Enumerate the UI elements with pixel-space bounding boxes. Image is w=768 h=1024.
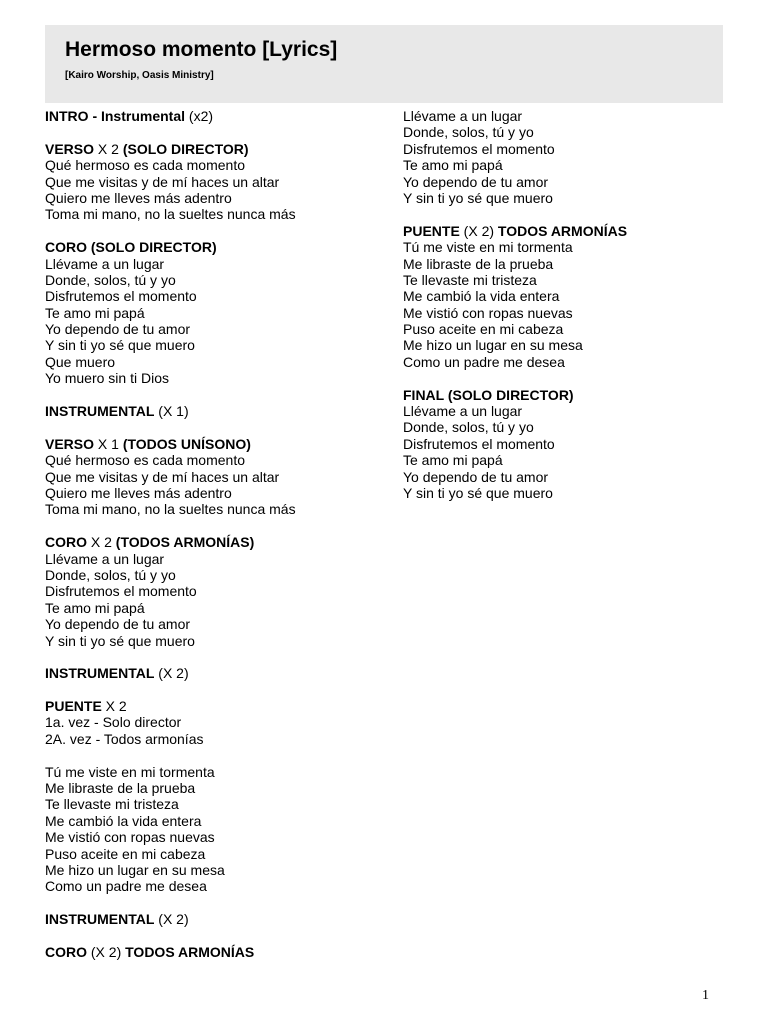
lyric-line: [403, 223, 743, 239]
lyric-text: (X 2): [459, 222, 498, 239]
lyric-line: [45, 174, 385, 190]
lyric-line: [45, 501, 385, 517]
lyric-text: Te amo mi papá: [403, 157, 503, 174]
section-label: VERSO: [45, 435, 95, 452]
lyric-text: X 2: [94, 140, 123, 157]
lyric-text: (X 1): [154, 403, 189, 420]
lyric-line: [45, 813, 385, 829]
lyric-text: (X 2): [154, 911, 189, 928]
lyric-text: Yo muero sin ti Dios: [45, 370, 169, 387]
lyric-line: [403, 108, 743, 124]
section-label: CORO (SOLO DIRECTOR): [45, 239, 217, 256]
lyric-text: Tú me viste en mi tormenta: [45, 763, 215, 780]
lyric-line: [45, 714, 385, 730]
page-title: Hermoso momento [Lyrics]: [65, 38, 338, 61]
lyric-line: [45, 878, 385, 894]
lyric-text: Llévame a un lugar: [45, 255, 165, 272]
lyric-line: [45, 305, 385, 321]
section-label: INSTRUMENTAL: [45, 911, 155, 928]
lyric-text: Llévame a un lugar: [403, 108, 523, 124]
lyric-line: [45, 665, 385, 681]
lyric-text: Te llevaste mi tristeza: [45, 796, 179, 813]
lyric-line: [45, 239, 385, 255]
lyric-text: Yo dependo de tu amor: [45, 616, 191, 633]
lyrics-column-right: [403, 108, 743, 518]
lyric-section: [403, 108, 743, 206]
lyric-line: [45, 583, 385, 599]
lyric-text: Me libraste de la prueba: [45, 780, 196, 797]
lyric-line: [45, 436, 385, 452]
lyric-text: Donde, solos, tú y yo: [403, 124, 534, 141]
lyric-section: [403, 387, 743, 502]
section-label: INTRO - Instrumental: [45, 108, 186, 124]
lyric-text: Y sin ti yo sé que muero: [45, 337, 195, 354]
lyric-line: [45, 452, 385, 468]
lyric-text: Toma mi mano, no la sueltes nunca más: [45, 501, 296, 518]
lyric-line: [403, 305, 743, 321]
lyric-text: Que me visitas y de mí haces un altar: [45, 468, 280, 485]
lyric-text: Te amo mi papá: [45, 304, 145, 321]
lyric-text: Me hizo un lugar en su mesa: [45, 861, 225, 878]
lyric-text: Y sin ti yo sé que muero: [403, 189, 553, 206]
lyric-text: X 1: [94, 435, 123, 452]
lyric-line: [403, 321, 743, 337]
lyric-text: (X 2): [87, 943, 126, 960]
lyric-text: Como un padre me desea: [403, 353, 565, 370]
lyric-text: (X 2): [154, 665, 189, 682]
lyric-section: [45, 141, 385, 223]
lyric-text: Disfrutemos el momento: [403, 435, 555, 452]
lyric-text: Donde, solos, tú y yo: [403, 419, 534, 436]
lyric-line: [403, 403, 743, 419]
lyric-text: Y sin ti yo sé que muero: [403, 484, 553, 501]
lyric-section: [45, 403, 385, 419]
lyric-text: Me cambió la vida entera: [45, 812, 202, 829]
lyric-line: [403, 272, 743, 288]
lyric-text: Tú me viste en mi tormenta: [403, 239, 573, 256]
lyric-line: [45, 321, 385, 337]
lyric-text: Yo dependo de tu amor: [403, 468, 549, 485]
section-label: CORO: [45, 534, 87, 551]
lyric-text: Que me visitas y de mí haces un altar: [45, 173, 280, 190]
lyric-line: [45, 403, 385, 419]
lyric-text: Me libraste de la prueba: [403, 255, 554, 272]
lyric-line: [45, 469, 385, 485]
lyric-line: [403, 141, 743, 157]
lyric-line: [45, 256, 385, 272]
lyric-section: [45, 944, 385, 960]
lyric-section: [45, 764, 385, 895]
lyric-text: Te amo mi papá: [45, 599, 145, 616]
lyric-line: [45, 764, 385, 780]
lyric-line: [45, 370, 385, 386]
lyric-section: [45, 239, 385, 387]
lyric-line: [403, 190, 743, 206]
lyric-line: [45, 862, 385, 878]
lyric-text: Llévame a un lugar: [45, 550, 165, 567]
lyric-section: [45, 698, 385, 747]
lyric-text: Me hizo un lugar en su mesa: [403, 337, 583, 354]
lyric-text: Disfrutemos el momento: [45, 288, 197, 305]
lyric-line: [403, 174, 743, 190]
lyric-line: [403, 469, 743, 485]
lyric-line: [45, 141, 385, 157]
lyric-line: [45, 354, 385, 370]
lyric-section: [45, 665, 385, 681]
lyric-line: [45, 567, 385, 583]
lyric-line: [45, 633, 385, 649]
lyric-line: [403, 124, 743, 140]
lyric-text: Me cambió la vida entera: [403, 288, 560, 305]
lyric-line: [403, 239, 743, 255]
lyric-text: Puso aceite en mi cabeza: [403, 321, 564, 338]
lyric-line: [403, 387, 743, 403]
lyric-text: Disfrutemos el momento: [45, 583, 197, 600]
section-label: PUENTE: [45, 698, 102, 715]
lyric-line: [403, 419, 743, 435]
lyric-text: Donde, solos, tú y yo: [45, 271, 176, 288]
lyric-text: Qué hermoso es cada momento: [45, 452, 245, 469]
lyric-line: [403, 337, 743, 353]
lyric-section: [45, 911, 385, 927]
lyric-line: [45, 272, 385, 288]
lyric-text: Donde, solos, tú y yo: [45, 566, 176, 583]
lyric-line: [45, 944, 385, 960]
lyric-line: [45, 829, 385, 845]
lyric-text: Te amo mi papá: [403, 452, 503, 469]
section-label: (TODOS UNÍSONO): [122, 435, 251, 452]
lyric-text: Y sin ti yo sé que muero: [45, 632, 195, 649]
lyric-text: X 2: [87, 534, 116, 551]
lyric-text: Me vistió con ropas nuevas: [45, 829, 215, 846]
header-box: [45, 25, 723, 103]
section-label: TODOS ARMONÍAS: [497, 222, 628, 239]
lyric-line: [45, 337, 385, 353]
lyric-text: Te llevaste mi tristeza: [403, 271, 537, 288]
lyric-text: Que muero: [45, 353, 116, 370]
lyric-section: [45, 534, 385, 649]
lyric-line: [45, 288, 385, 304]
section-label: PUENTE: [403, 222, 460, 239]
lyric-line: [403, 256, 743, 272]
lyric-line: [403, 354, 743, 370]
lyric-text: 1a. vez - Solo director: [45, 714, 182, 731]
lyric-text: Quiero me lleves más adentro: [45, 484, 232, 501]
lyric-line: [403, 436, 743, 452]
lyric-text: Qué hermoso es cada momento: [45, 157, 245, 174]
lyric-line: [403, 157, 743, 173]
page-subtitle: [Kairo Worship, Oasis Ministry]: [65, 70, 214, 81]
lyric-text: (x2): [185, 108, 214, 124]
lyric-line: [45, 796, 385, 812]
section-label: INSTRUMENTAL: [45, 665, 155, 682]
lyric-line: [45, 206, 385, 222]
lyric-text: Puso aceite en mi cabeza: [45, 845, 206, 862]
lyric-line: [45, 911, 385, 927]
section-label: INSTRUMENTAL: [45, 403, 155, 420]
lyric-text: X 2: [101, 698, 127, 715]
lyric-line: [45, 731, 385, 747]
section-label: FINAL (SOLO DIRECTOR): [403, 386, 574, 403]
lyric-text: Como un padre me desea: [45, 878, 207, 895]
lyric-line: [45, 157, 385, 173]
lyric-text: Toma mi mano, no la sueltes nunca más: [45, 206, 296, 223]
lyric-text: 2A. vez - Todos armonías: [45, 730, 204, 747]
section-label: (TODOS ARMONÍAS): [115, 534, 255, 551]
page-number: 1: [702, 988, 709, 1003]
lyric-line: [45, 534, 385, 550]
lyric-text: Yo dependo de tu amor: [403, 173, 549, 190]
lyric-text: Disfrutemos el momento: [403, 140, 555, 157]
section-label: CORO: [45, 943, 87, 960]
lyric-text: Me vistió con ropas nuevas: [403, 304, 573, 321]
lyric-text: Yo dependo de tu amor: [45, 321, 191, 338]
lyric-line: [45, 600, 385, 616]
lyric-line: [403, 485, 743, 501]
lyric-section: [45, 436, 385, 518]
lyric-line: [45, 616, 385, 632]
lyric-line: [45, 551, 385, 567]
lyric-line: [403, 452, 743, 468]
lyric-line: [45, 485, 385, 501]
lyric-line: [45, 780, 385, 796]
section-label: (SOLO DIRECTOR): [122, 140, 249, 157]
lyric-section: [403, 223, 743, 371]
lyrics-column-left: [45, 108, 385, 977]
lyric-line: [403, 288, 743, 304]
lyric-line: [45, 108, 385, 124]
section-label: TODOS ARMONÍAS: [125, 943, 255, 960]
lyric-line: [45, 698, 385, 714]
lyric-section: [45, 108, 385, 124]
lyric-text: Llévame a un lugar: [403, 403, 523, 420]
lyric-line: [45, 190, 385, 206]
lyric-text: Quiero me lleves más adentro: [45, 189, 232, 206]
section-label: VERSO: [45, 140, 95, 157]
lyric-line: [45, 846, 385, 862]
